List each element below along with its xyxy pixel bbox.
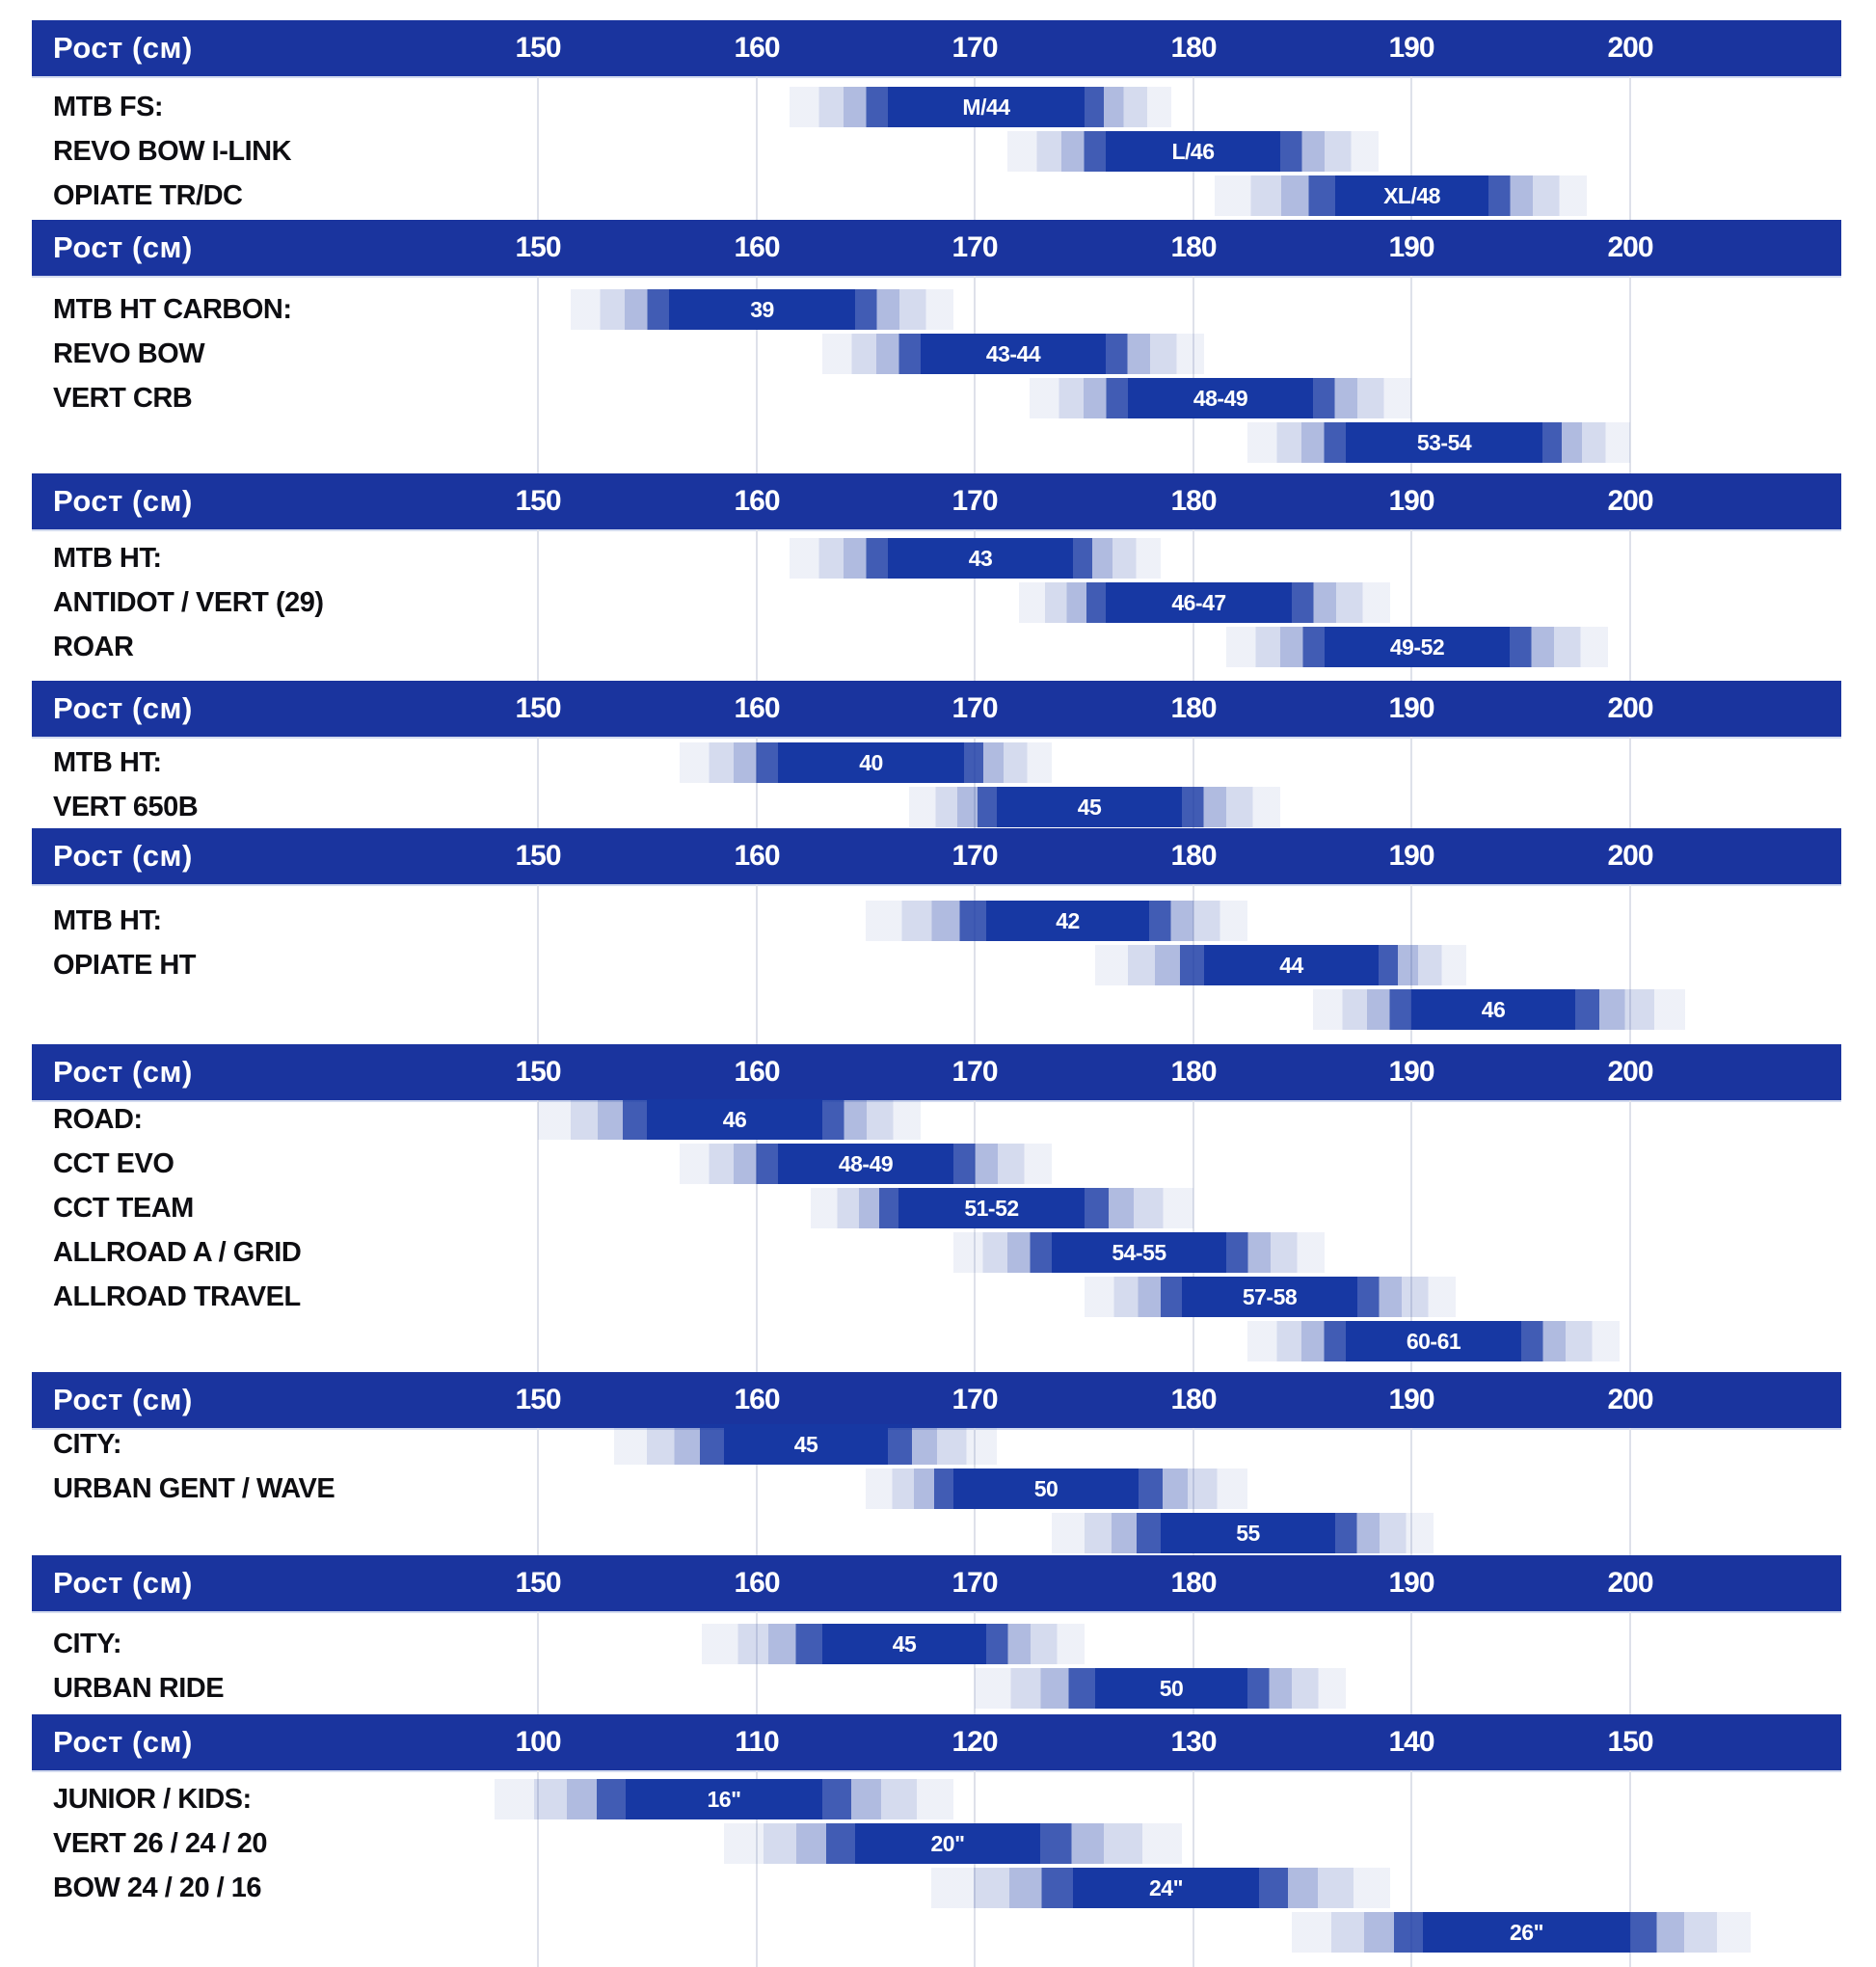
size-bar: [1215, 175, 1587, 216]
tick-label: 190: [1388, 32, 1434, 64]
gridline: [1193, 276, 1194, 473]
tick-label: 180: [1170, 231, 1217, 263]
bar-size-label: 45: [1077, 795, 1102, 820]
height-scale-header: [32, 681, 1841, 737]
gridline: [537, 1100, 539, 1372]
tick-label: 200: [1607, 485, 1653, 517]
size-bar: [1247, 422, 1630, 463]
tick-label: 150: [1607, 1726, 1653, 1758]
axis-label: Рост (см): [53, 839, 193, 873]
size-bar: [953, 1232, 1325, 1273]
gridline: [537, 1428, 539, 1555]
size-bar: [1030, 378, 1411, 418]
tick-label: 180: [1170, 840, 1217, 872]
bar-size-label: 44: [1279, 953, 1303, 978]
size-bar: [790, 538, 1161, 579]
gridline: [537, 276, 539, 473]
tick-label: 170: [951, 485, 998, 517]
category-label: CITY:: [53, 1429, 122, 1460]
gridline: [537, 737, 539, 828]
axis-label: Рост (см): [53, 1055, 193, 1089]
size-bar: [702, 1624, 1085, 1664]
axis-label: Рост (см): [53, 1566, 193, 1600]
tick-label: 200: [1607, 692, 1653, 724]
tick-label: 150: [515, 1056, 561, 1088]
bar-size-label: 54-55: [1112, 1240, 1166, 1265]
bar-size-label: 20": [930, 1831, 965, 1856]
gridline: [1629, 1100, 1631, 1372]
tick-label: 150: [515, 231, 561, 263]
tick-label: 160: [734, 840, 780, 872]
category-label: CCT EVO: [53, 1148, 174, 1179]
tick-label: 130: [1170, 1726, 1217, 1758]
tick-label: 200: [1607, 1567, 1653, 1599]
size-bar: [931, 1868, 1390, 1908]
tick-label: 120: [951, 1726, 998, 1758]
category-label: ALLROAD TRAVEL: [53, 1281, 301, 1312]
tick-label: 190: [1388, 485, 1434, 517]
tick-label: 150: [515, 485, 561, 517]
category-label: URBAN GENT / WAVE: [53, 1473, 335, 1504]
tick-label: 110: [735, 1726, 779, 1758]
tick-label: 170: [951, 1384, 998, 1415]
tick-label: 160: [734, 1056, 780, 1088]
axis-label: Рост (см): [53, 31, 193, 65]
tick-label: 180: [1170, 485, 1217, 517]
height-scale-header: [32, 20, 1841, 76]
height-scale-header: [32, 1555, 1841, 1611]
bar-size-label: 50: [1159, 1676, 1184, 1701]
gridline: [1410, 1611, 1412, 1714]
category-label: OPIATE TR/DC: [53, 180, 243, 211]
gridline: [537, 1611, 539, 1714]
tick-label: 200: [1607, 231, 1653, 263]
tick-label: 180: [1170, 32, 1217, 64]
category-label: MTB FS:: [53, 92, 164, 122]
tick-label: 170: [951, 231, 998, 263]
category-label: CITY:: [53, 1629, 122, 1659]
category-label: ROAR: [53, 632, 134, 662]
gridline: [537, 76, 539, 220]
tick-label: 170: [951, 1056, 998, 1088]
category-label: VERT CRB: [53, 383, 193, 414]
bar-size-label: 42: [1056, 908, 1080, 933]
gridline: [756, 1100, 758, 1372]
axis-label: Рост (см): [53, 484, 193, 518]
bar-size-label: 50: [1033, 1476, 1059, 1501]
bar-size-label: 45: [892, 1631, 917, 1657]
tick-label: 160: [734, 1384, 780, 1415]
height-scale-header: [32, 828, 1841, 884]
height-scale-header: [32, 1044, 1841, 1100]
bar-size-label: XL/48: [1383, 183, 1440, 208]
size-bar: [538, 1099, 921, 1140]
category-label: MTB HT CARBON:: [53, 294, 292, 325]
gridline: [1629, 1611, 1631, 1714]
tick-label: 160: [734, 692, 780, 724]
bar-size-label: 49-52: [1389, 634, 1445, 660]
tick-label: 150: [515, 32, 561, 64]
gridline: [537, 529, 539, 681]
bar-size-label: 26": [1510, 1920, 1543, 1945]
bar-size-label: 39: [750, 297, 774, 322]
category-label: MTB HT:: [53, 747, 162, 778]
size-bar: [1052, 1513, 1434, 1553]
size-bar: [866, 901, 1247, 941]
tick-label: 190: [1388, 1384, 1434, 1415]
size-bar: [1226, 627, 1608, 667]
height-scale-header: [32, 1372, 1841, 1428]
bar-size-label: 51-52: [964, 1196, 1019, 1221]
bar-size-label: 46: [722, 1107, 747, 1132]
gridline: [537, 884, 539, 1044]
axis-label: Рост (см): [53, 691, 193, 725]
tick-label: 200: [1607, 32, 1653, 64]
category-label: MTB HT:: [53, 905, 162, 936]
tick-label: 190: [1388, 231, 1434, 263]
bar-size-label: 46: [1481, 997, 1506, 1022]
size-bar: [680, 742, 1052, 783]
tick-label: 170: [951, 692, 998, 724]
category-label: URBAN RIDE: [53, 1673, 225, 1704]
size-bar: [1095, 945, 1466, 985]
tick-label: 190: [1388, 1567, 1434, 1599]
tick-label: 140: [1388, 1726, 1434, 1758]
bar-size-label: L/46: [1171, 139, 1215, 164]
tick-label: 190: [1388, 692, 1434, 724]
size-bar: [1313, 989, 1685, 1030]
tick-label: 200: [1607, 1056, 1653, 1088]
tick-label: 160: [734, 231, 780, 263]
gridline: [1629, 1428, 1631, 1555]
size-bar: [909, 787, 1280, 827]
gridline: [1629, 76, 1631, 220]
size-bar: [866, 1469, 1247, 1509]
tick-label: 100: [515, 1726, 561, 1758]
size-bar: [1292, 1912, 1751, 1953]
category-label: OPIATE HT: [53, 950, 197, 981]
bar-size-label: 55: [1236, 1521, 1260, 1546]
tick-label: 190: [1388, 840, 1434, 872]
bar-size-label: 16": [707, 1787, 741, 1812]
bar-size-label: 43-44: [985, 341, 1041, 366]
gridline: [1629, 529, 1631, 681]
category-label: BOW 24 / 20 / 16: [53, 1873, 262, 1903]
size-bar: [811, 1188, 1193, 1228]
height-scale-header: [32, 220, 1841, 276]
bar-size-label: 57-58: [1242, 1284, 1298, 1309]
gridline: [974, 276, 976, 473]
tick-label: 170: [951, 32, 998, 64]
gridline: [756, 884, 758, 1044]
gridline: [756, 529, 758, 681]
size-bar: [1247, 1321, 1620, 1361]
gridline: [756, 76, 758, 220]
tick-label: 160: [734, 485, 780, 517]
tick-label: 200: [1607, 840, 1653, 872]
category-label: MTB HT:: [53, 543, 162, 574]
tick-label: 200: [1607, 1384, 1653, 1415]
bar-size-label: 48-49: [1193, 386, 1248, 411]
bar-size-label: 45: [793, 1432, 818, 1457]
category-label: REVO BOW: [53, 338, 205, 369]
size-bar: [1019, 582, 1390, 623]
size-bar: [571, 289, 953, 330]
tick-label: 170: [951, 840, 998, 872]
bar-size-label: 48-49: [838, 1151, 894, 1176]
tick-label: 190: [1388, 1056, 1434, 1088]
tick-label: 180: [1170, 1567, 1217, 1599]
category-label: ROAD:: [53, 1104, 143, 1135]
height-scale-header: [32, 1714, 1841, 1770]
tick-label: 150: [515, 840, 561, 872]
tick-label: 180: [1170, 1056, 1217, 1088]
bar-size-label: 46-47: [1171, 590, 1226, 615]
tick-label: 180: [1170, 1384, 1217, 1415]
axis-label: Рост (см): [53, 1383, 193, 1416]
axis-label: Рост (см): [53, 230, 193, 264]
tick-label: 150: [515, 1384, 561, 1415]
bar-size-label: 60-61: [1406, 1329, 1461, 1354]
size-bar: [822, 334, 1204, 374]
category-label: ALLROAD A / GRID: [53, 1237, 302, 1268]
category-label: REVO BOW I-LINK: [53, 136, 292, 167]
bar-size-label: 43: [968, 546, 993, 571]
category-label: ANTIDOT / VERT (29): [53, 587, 324, 618]
bar-size-label: M/44: [962, 94, 1010, 120]
tick-label: 170: [951, 1567, 998, 1599]
gridline: [1410, 737, 1412, 828]
category-label: CCT TEAM: [53, 1193, 194, 1224]
bar-size-label: 24": [1149, 1875, 1183, 1900]
axis-label: Рост (см): [53, 1725, 193, 1759]
size-bar: [790, 87, 1171, 127]
category-label: JUNIOR / KIDS:: [53, 1784, 252, 1815]
size-bar: [495, 1779, 953, 1819]
bar-size-label: 40: [859, 750, 883, 775]
bar-size-label: 53-54: [1416, 430, 1472, 455]
category-label: VERT 650B: [53, 792, 199, 822]
category-label: VERT 26 / 24 / 20: [53, 1828, 268, 1859]
size-bar: [614, 1424, 997, 1465]
gridline: [1629, 737, 1631, 828]
tick-label: 160: [734, 32, 780, 64]
tick-label: 160: [734, 1567, 780, 1599]
tick-label: 150: [515, 692, 561, 724]
height-scale-header: [32, 473, 1841, 529]
size-bar: [724, 1823, 1182, 1864]
tick-label: 150: [515, 1567, 561, 1599]
size-bar: [1085, 1277, 1456, 1317]
size-bar: [680, 1144, 1052, 1184]
size-bar: [1007, 131, 1379, 172]
tick-label: 180: [1170, 692, 1217, 724]
size-bar: [975, 1668, 1346, 1709]
